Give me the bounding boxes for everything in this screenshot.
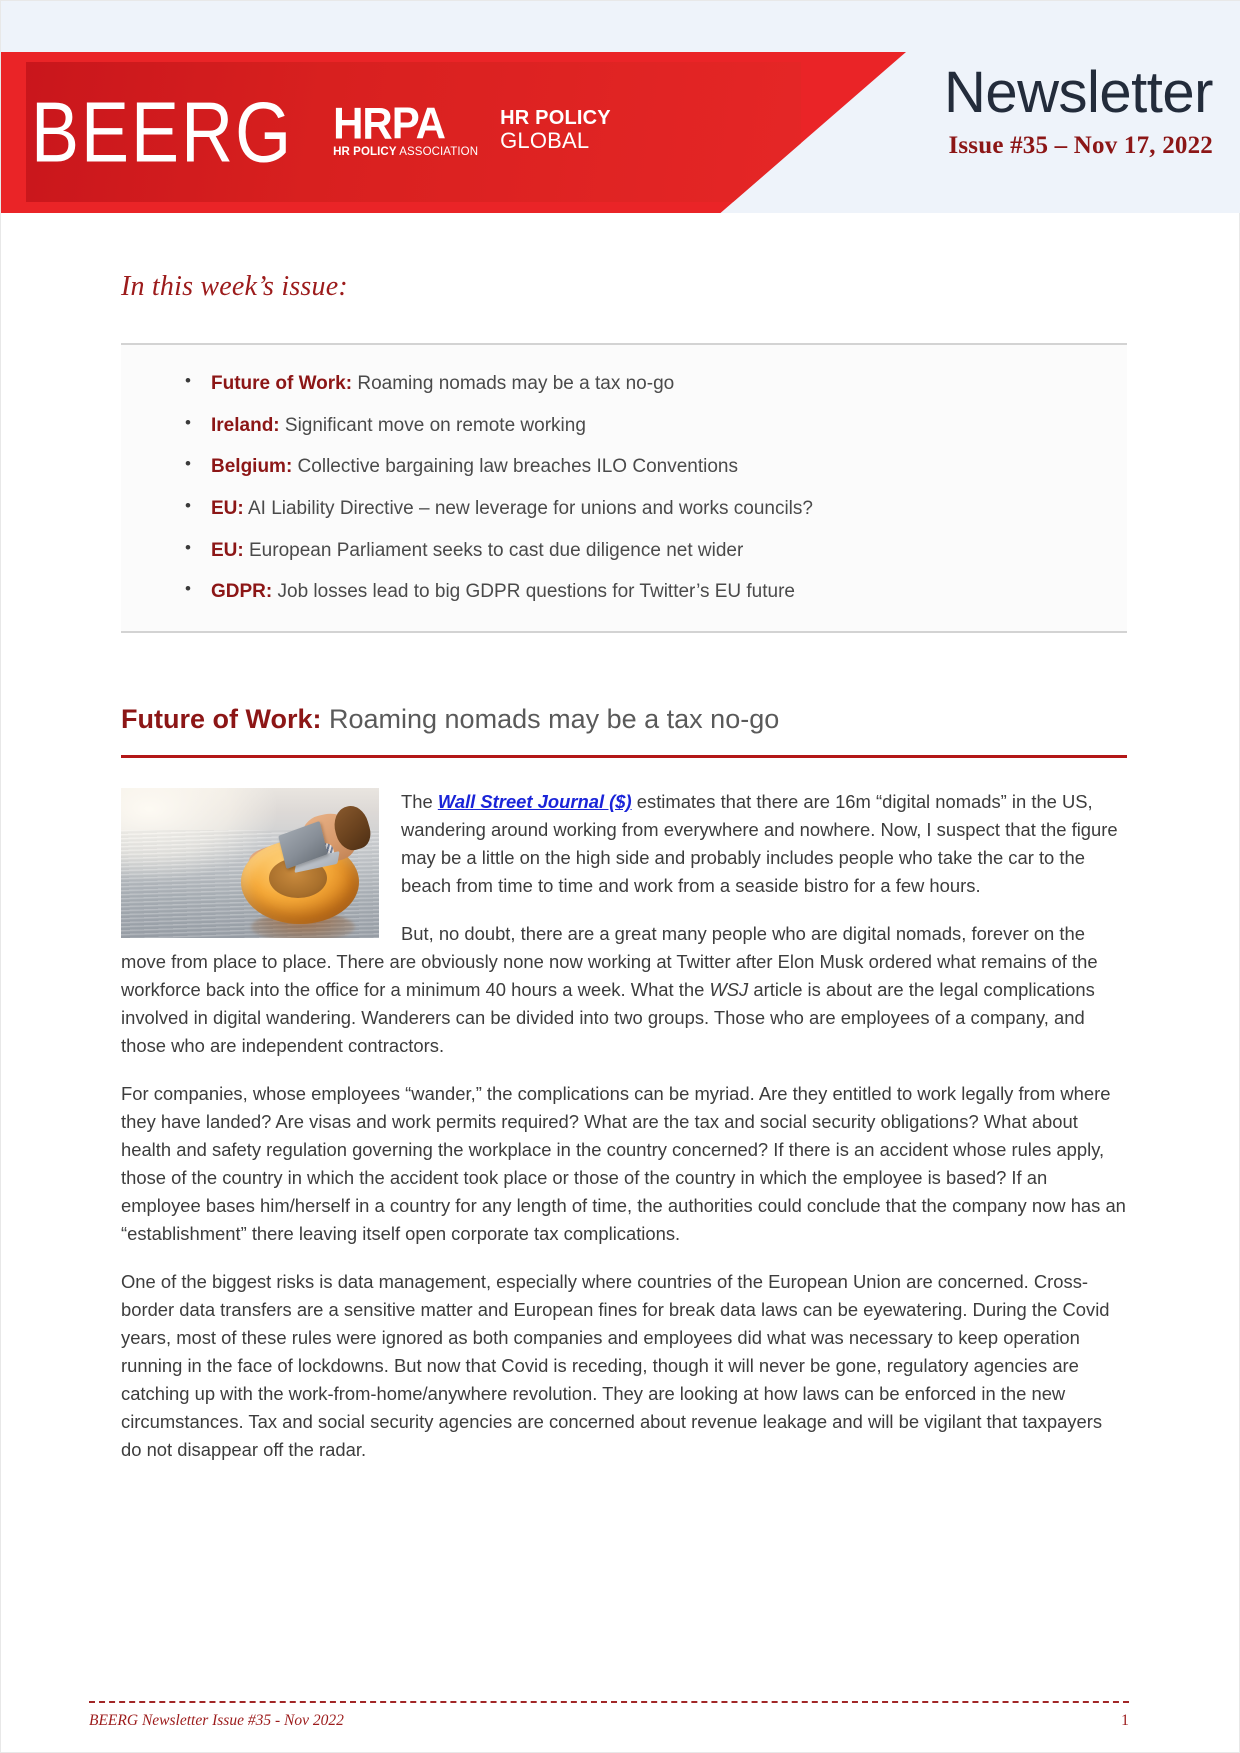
hrpa-tagline-bold: HR POLICY	[333, 146, 397, 159]
article-hero-image	[121, 788, 379, 938]
list-item[interactable]	[179, 405, 1127, 447]
paragraph-2-rest: article is about are the legal complications involved in digital wandering. Wanderers can be divided into two groups. Those who are employees of a company, and those who are independent contractors.	[121, 979, 1095, 1056]
paragraph-2-lead: But, no doubt, there are a great many people who are digital nomads, forever on the move from place to place. There are obviously none now working at Twitter after Elon Musk ordered what remains of the workforce back into the office for a minimum 40 hours a week. What the	[121, 923, 1098, 1001]
footer-left-text: BEERG Newsletter Issue #35 - Nov 2022	[89, 1712, 344, 1729]
list-item[interactable]	[179, 571, 1127, 613]
list-item[interactable]	[179, 530, 1127, 572]
hr-policy-global-line2: GLOBAL	[500, 128, 590, 154]
hrpa-wordmark: HRPA	[333, 99, 445, 149]
in-this-issue-heading: In this week’s issue:	[121, 271, 348, 302]
hrpa-tagline-regular: ASSOCIATION	[396, 146, 479, 159]
article-body	[121, 788, 1127, 1463]
list-item[interactable]	[179, 488, 1127, 530]
footer-row	[89, 1712, 1129, 1730]
list-item[interactable]	[179, 363, 1127, 405]
newsletter-title: Newsletter	[944, 60, 1213, 125]
toc-item-text: Collective bargaining law breaches ILO Conventions	[292, 456, 738, 478]
toc-item-label: Ireland:	[211, 414, 280, 436]
hr-policy-global-line1: HR POLICY	[500, 107, 611, 130]
issue-date-line: Issue #35 – Nov 17, 2022	[948, 131, 1213, 159]
page-footer	[1, 1701, 1240, 1730]
masthead-title-block	[813, 60, 1213, 160]
toc-item-label: Future of Work:	[211, 373, 353, 394]
article-heading-label: Future of Work:	[121, 703, 322, 734]
logo-row	[1, 52, 801, 213]
article-heading-text: Roaming nomads may be a tax no-go	[321, 703, 780, 734]
toc-item-label: Belgium:	[211, 456, 293, 478]
wsj-abbreviation: WSJ	[709, 979, 749, 1001]
article-paragraph-4: One of the biggest risks is data management, especially where countries of the European Union are concerned. Cross-border data transfers are a sensitive matter and European fines for break data laws can be eyewatering. During the Covid years, most of these rules were ignored as both companies and employees did what was necessary to keep operation running in the face of lockdowns. But now that Covid is receding, though it will never be gone, regulatory agencies are catching up with the work-from-home/anywhere revolution. They are looking at how laws can be enforced in the new circumstances. Tax and social security agencies are concerned about revenue leakage and will be vigilant that taxpayers do not disappear off the radar.	[121, 1270, 1110, 1460]
masthead	[1, 1, 1240, 213]
page-number: 1	[1121, 1712, 1129, 1729]
hr-policy-global-logo	[500, 108, 611, 156]
table-of-contents	[121, 343, 1127, 633]
article-paragraph-2	[121, 920, 1127, 1060]
toc-item-text: Job losses lead to big GDPR questions for Twitter’s EU future	[272, 581, 795, 603]
toc-list	[121, 363, 1127, 613]
toc-item-text: AI Liability Directive – new leverage for unions and works councils?	[243, 497, 813, 519]
toc-item-text: European Parliament seeks to cast due diligence net wider	[243, 539, 744, 561]
toc-item-text: Roaming nomads may be a tax no-go	[352, 373, 675, 394]
article-paragraph-3: For companies, whose employees “wander,” the complications can be myriad. Are they entitled to work legally from where they have landed? Are visas and work permits required? What are the tax and social security obligations? What about health and safety regulation governing the workplace in the country concerned? If there is an accident whose rules apply, those of the country in which the accident took place or those of the country in which the employee is based? If an employee bases him/herself in a country for any length of time, the authorities could conclude that the company now has an “establishment” there leaving itself open corporate tax complications.	[121, 1082, 1126, 1244]
toc-item-text: Significant move on remote working	[279, 414, 586, 436]
article-heading	[121, 703, 1127, 735]
paragraph-1-lead: The	[401, 791, 438, 813]
wall-street-journal-link[interactable]: Wall Street Journal ($)	[437, 791, 632, 813]
article-heading-rule	[121, 755, 1127, 758]
page-content	[1, 271, 1239, 1464]
footer-divider	[89, 1701, 1129, 1703]
beerg-logo: BEERG	[31, 85, 294, 180]
paragraph-1-rest: estimates that there are 16m “digital nomads” in the US, wandering around working from everywhere and nowhere. Now, I suspect that the figure may be a little on the high side and probably includes people who take the car to the beach from time to time and work from a seaside bistro for a few hours.	[401, 791, 1118, 897]
toc-item-label: EU:	[211, 497, 244, 519]
hrpa-logo	[333, 99, 479, 161]
toc-item-label: GDPR:	[211, 581, 273, 603]
toc-item-label: EU:	[211, 539, 244, 561]
list-item[interactable]	[179, 446, 1127, 488]
